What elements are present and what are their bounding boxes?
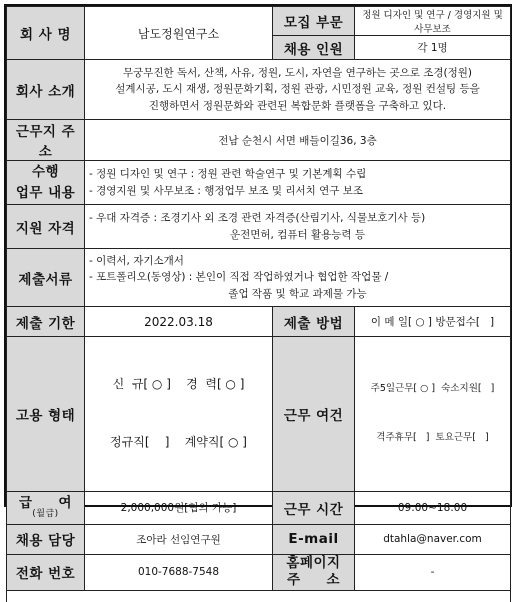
intro-text: 무궁무진한 독서, 산책, 사유, 정원, 도시, 자연을 연구하는 곳으로 조경(정원) 설계시공, 도시 재생, 정원문화기획, 정원 관광, 시민정원 교육, 정원 컨설팅 등을 진행하면서 정원문화와 관련된 복합문화 플랫폼을 구축하고 있다.	[85, 60, 511, 120]
salary-label-line1: 급 여	[18, 494, 73, 511]
work-hours-value: 09:00~18:00	[355, 491, 511, 524]
email-label: E-mail	[273, 524, 355, 554]
row-duties	[7, 161, 511, 205]
email-value: dtahla@naver.com	[355, 524, 511, 554]
duties-items	[85, 161, 511, 205]
documents-line-3: 졸업 작품 및 학교 과제물 가능	[228, 287, 367, 300]
manager-value: 조아라 선임연구원	[85, 524, 273, 554]
employment-type-label: 고용 형태	[7, 337, 85, 492]
qualification-value	[85, 205, 511, 249]
row-company-recruit	[7, 7, 511, 36]
deadline-label: 제출 기한	[7, 307, 85, 337]
row-location	[7, 120, 511, 161]
row-salary-hours	[7, 491, 511, 524]
documents-label: 제출서류	[7, 249, 85, 307]
documents-line-1: - 이력서, 자기소개서	[89, 255, 184, 268]
row-phone-homepage	[7, 554, 511, 590]
manager-label: 채용 담당	[7, 524, 85, 554]
row-manager-email	[7, 524, 511, 554]
duties-label-line1: 수행	[31, 164, 60, 181]
qualification-label: 지원 자격	[7, 205, 85, 249]
location-value: 전남 순천시 서면 배들이길36, 3층	[85, 120, 511, 161]
salary-label-line2: (월급)	[32, 508, 59, 519]
conditions-line-1: 주5일근무[ ○ ] 숙소지원[ ]	[370, 383, 495, 395]
row-bottom-spacer	[7, 590, 511, 602]
submit-method-value: 이 메 일[ ○ ] 방문접수[ ]	[355, 307, 511, 337]
intro-label: 회사 소개	[7, 60, 85, 120]
job-posting-table	[6, 6, 511, 602]
qualification-line-2: 운전면허, 컴퓨터 활용능력 등	[229, 228, 366, 241]
documents-line-2: - 포트폴리오(동영상) : 본인이 직접 작업하였거나 협업한 작업물 /	[89, 271, 389, 284]
qualification-line-1: - 우대 자격증 : 조경기사 외 조경 관련 자격증(산림기사, 식물보호기사 등)	[89, 211, 426, 224]
recruit-field-value: 정원 디자인 및 연구 / 경영지원 및 사무보조	[355, 7, 511, 36]
conditions-label: 근무 여건	[273, 337, 355, 492]
submit-method-label: 제출 방법	[273, 307, 355, 337]
conditions-line-2: 격주휴무[ ] 토요근무[ ]	[376, 431, 489, 443]
company-value: 남도정원연구소	[85, 7, 273, 60]
headcount-value: 각 1명	[355, 36, 511, 60]
bottom-spacer	[7, 590, 511, 602]
homepage-value: -	[355, 554, 511, 590]
documents-value	[85, 249, 511, 307]
headcount-label: 채용 인원	[273, 36, 355, 60]
row-employment-conditions	[7, 337, 511, 492]
row-deadline-method	[7, 307, 511, 337]
salary-label	[7, 491, 85, 524]
row-qualification	[7, 205, 511, 249]
location-label: 근무지 주소	[7, 120, 85, 161]
employment-type-line-2: 정규직[ ] 계약직[ ○ ]	[110, 434, 247, 449]
salary-value: 2,000,000원[협의 가능]	[85, 491, 273, 524]
homepage-label-line1: 홈페이지	[286, 554, 341, 571]
row-documents	[7, 249, 511, 307]
recruit-field-label: 모집 부문	[273, 7, 355, 36]
phone-label: 전화 번호	[7, 554, 85, 590]
conditions-value	[355, 337, 511, 492]
deadline-value: 2022.03.18	[85, 307, 273, 337]
phone-value: 010-7688-7548	[85, 554, 273, 590]
duty-item-1: - 정원 디자인 및 연구 : 정원 관련 학술연구 및 기본계획 수립	[89, 167, 367, 180]
employment-type-line-1: 신 규[ ○ ] 경 력[ ○ ]	[112, 377, 245, 392]
duties-label	[7, 161, 85, 205]
company-label: 회 사 명	[7, 7, 85, 60]
row-intro	[7, 60, 511, 120]
employment-type-value	[85, 337, 273, 492]
duties-label-line2: 업무 내용	[15, 184, 76, 201]
work-hours-label: 근무 시간	[273, 491, 355, 524]
job-posting-form	[4, 4, 512, 589]
duty-item-2: - 경영지원 및 사무보조 : 행정업무 보조 및 리서치 연구 보조	[89, 184, 363, 197]
homepage-label	[273, 554, 355, 590]
homepage-label-line2: 주 소	[286, 572, 341, 589]
